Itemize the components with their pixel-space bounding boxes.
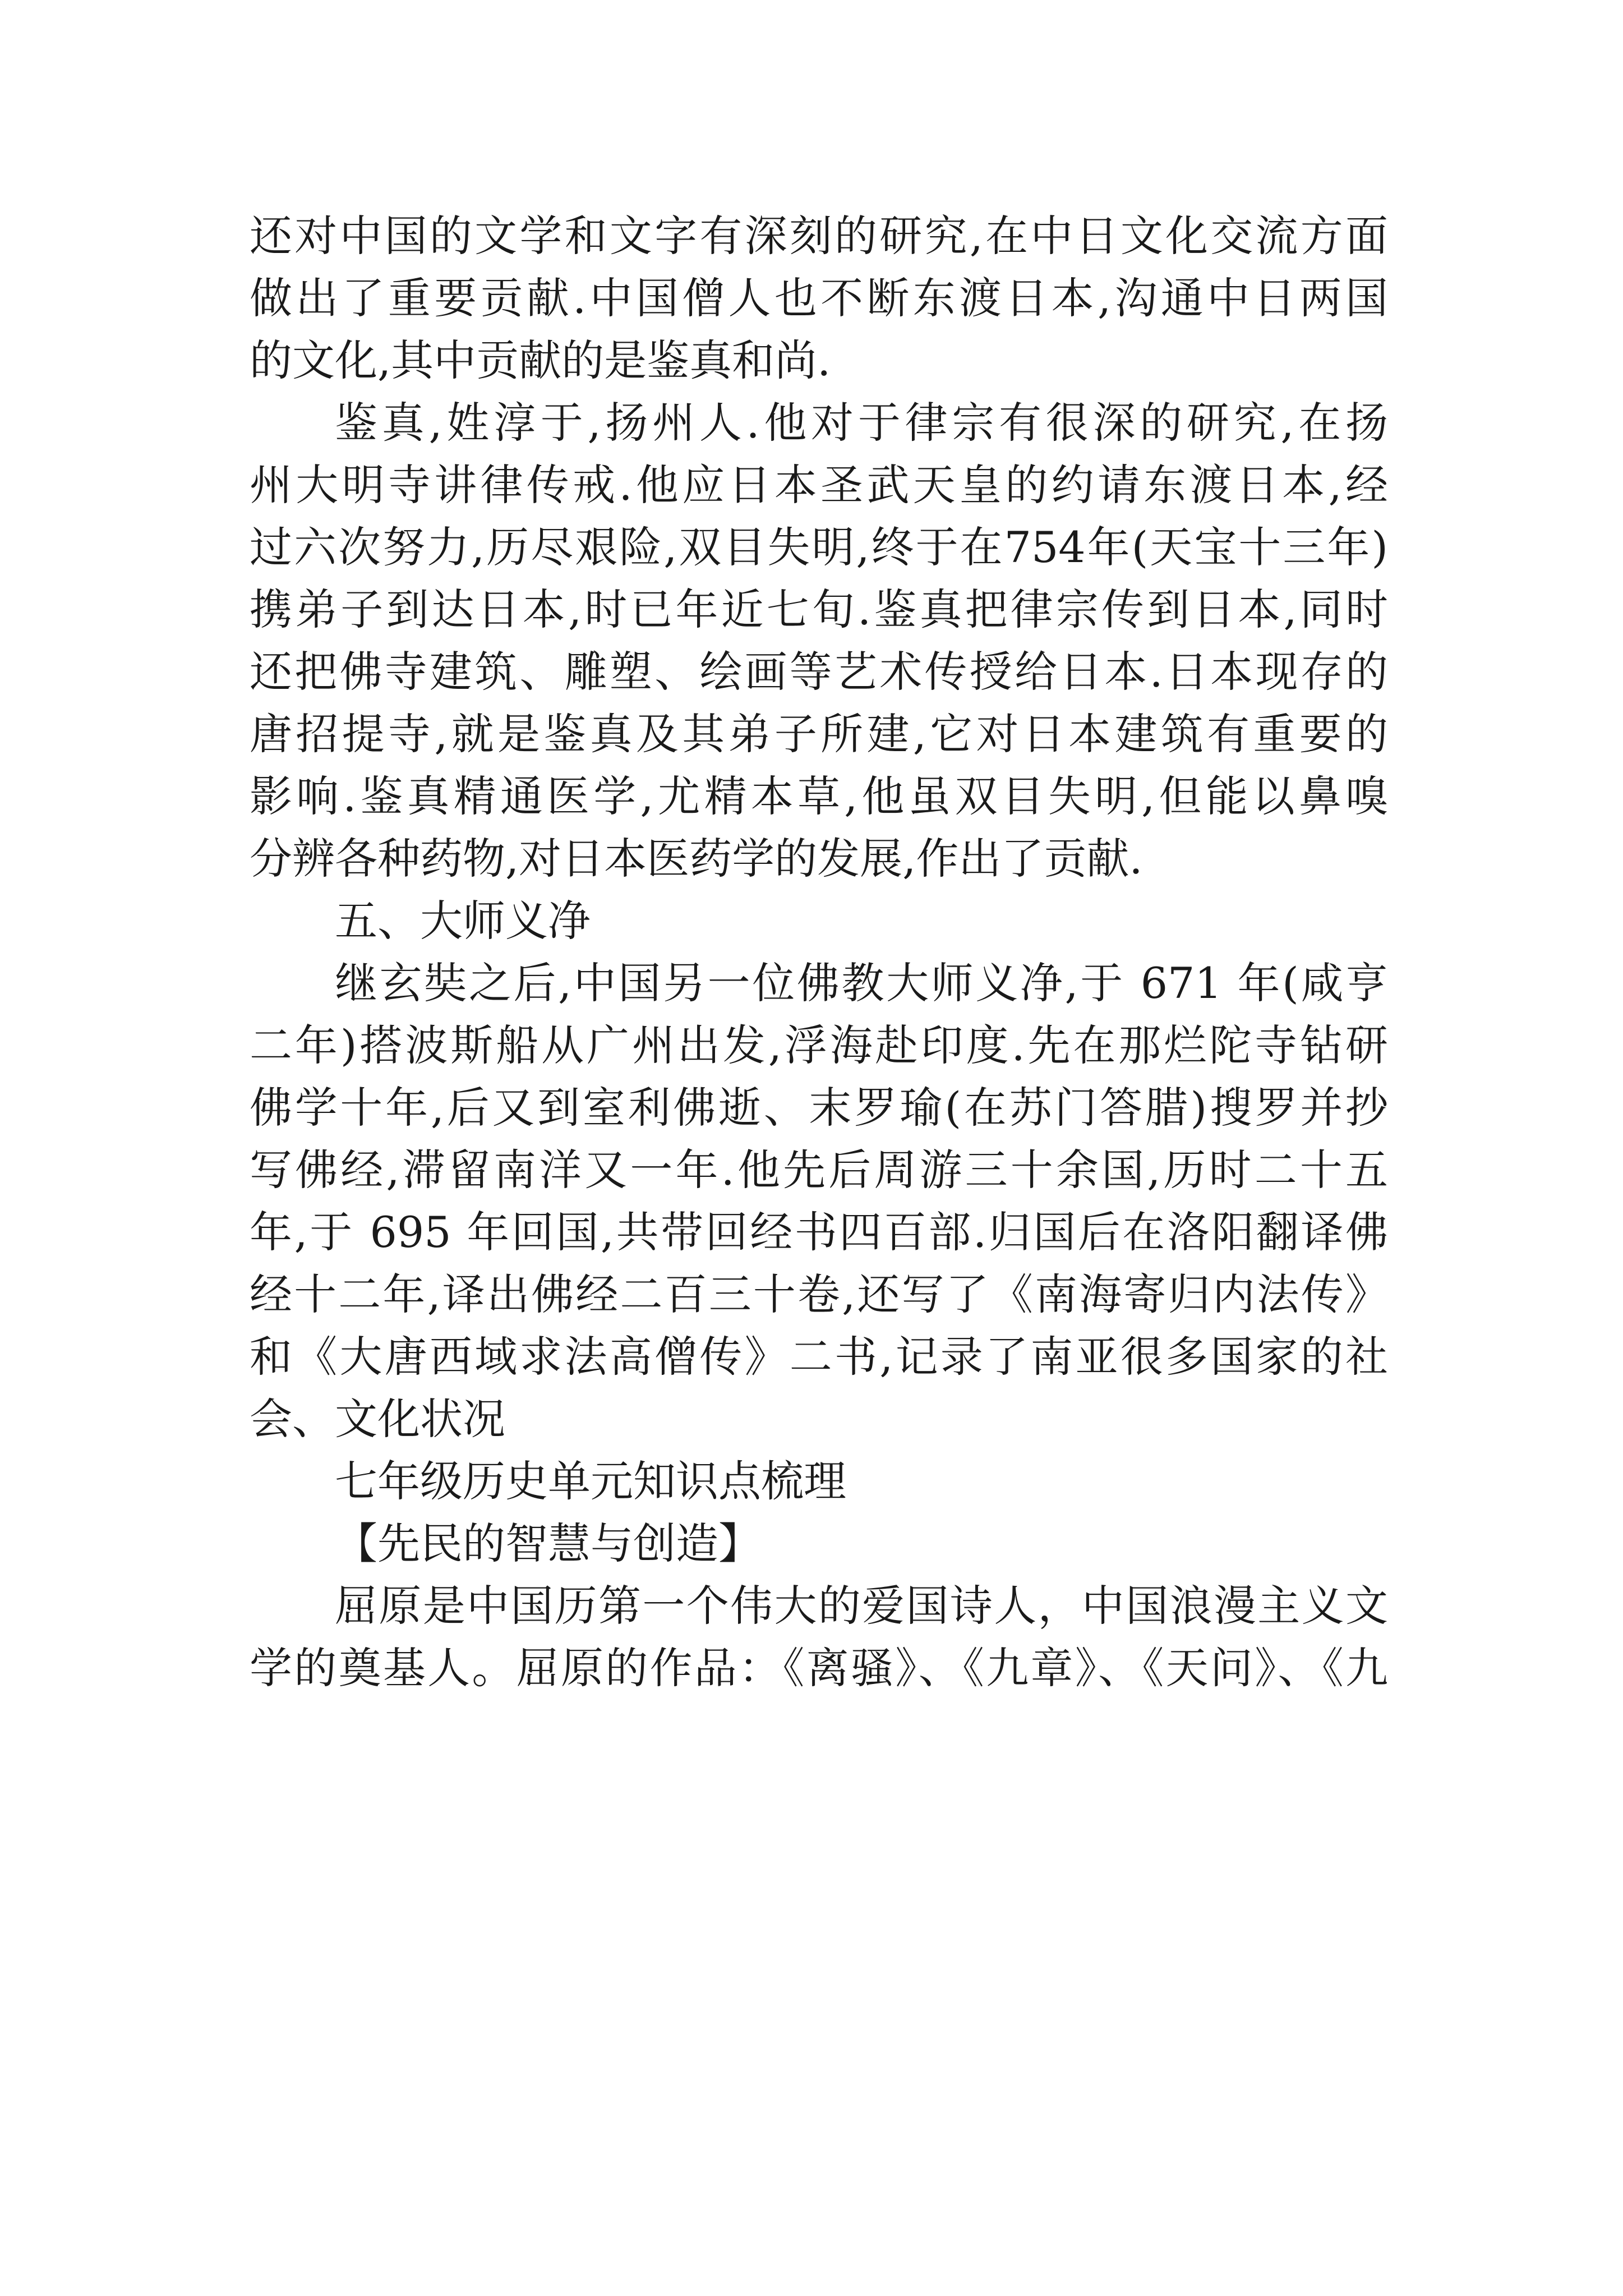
text-line: 写佛经,滞留南洋又一年.他先后周游三十余国,历时二十五 xyxy=(250,1145,1388,1195)
text-line: 学的奠基人。屈原的作品：《离骚》、《九章》、《天问》、《九 xyxy=(250,1643,1388,1693)
text-line: 二年)搭波斯船从广州出发,浮海赴印度.先在那烂陀寺钻研 xyxy=(250,1020,1388,1070)
text-line: 唐招提寺,就是鉴真及其弟子所建,它对日本建筑有重要的 xyxy=(250,709,1388,759)
text-line: 【先民的智慧与创造】 xyxy=(335,1519,761,1568)
text-line: 还对中国的文学和文字有深刻的研究,在中日文化交流方面 xyxy=(250,211,1388,261)
text-line: 过六次努力,历尽艰险,双目失明,终于在754年(天宝十三年) xyxy=(250,522,1388,572)
text-line: 做出了重要贡献.中国僧人也不断东渡日本,沟通中日两国 xyxy=(250,273,1388,323)
text-line: 经十二年,译出佛经二百三十卷,还写了《南海寄归内法传》 xyxy=(250,1269,1388,1319)
text-line: 州大明寺讲律传戒.他应日本圣武天皇的约请东渡日本,经 xyxy=(250,460,1388,510)
text-line: 鉴真,姓淳于,扬州人.他对于律宗有很深的研究,在扬 xyxy=(335,398,1388,448)
document-body xyxy=(250,205,1388,1699)
text-line: 还把佛寺建筑、雕塑、绘画等艺术传授给日本.日本现存的 xyxy=(250,647,1388,697)
text-line: 和《大唐西域求法高僧传》二书,记录了南亚很多国家的社 xyxy=(250,1332,1388,1382)
text-line: 五、大师义净 xyxy=(335,896,591,946)
text-line: 影响.鉴真精通医学,尤精本草,他虽双目失明,但能以鼻嗅 xyxy=(250,771,1388,821)
text-line: 屈原是中国历第一个伟大的爱国诗人，中国浪漫主义文 xyxy=(335,1581,1388,1631)
text-line: 携弟子到达日本,时已年近七旬.鉴真把律宗传到日本,同时 xyxy=(250,585,1388,634)
text-line: 继玄奘之后,中国另一位佛教大师义净,于 671 年(咸亨 xyxy=(335,958,1388,1008)
text-line: 会、文化状况 xyxy=(250,1394,505,1444)
text-line: 分辨各种药物,对日本医药学的发展,作出了贡献. xyxy=(250,834,1143,884)
text-line: 佛学十年,后又到室利佛逝、末罗瑜(在苏门答腊)搜罗并抄 xyxy=(250,1083,1388,1133)
text-line: 的文化,其中贡献的是鉴真和尚. xyxy=(250,335,831,385)
text-line: 七年级历史单元知识点梳理 xyxy=(335,1456,846,1506)
text-line: 年,于 695 年回国,共带回经书四百部.归国后在洛阳翻译佛 xyxy=(250,1207,1388,1257)
